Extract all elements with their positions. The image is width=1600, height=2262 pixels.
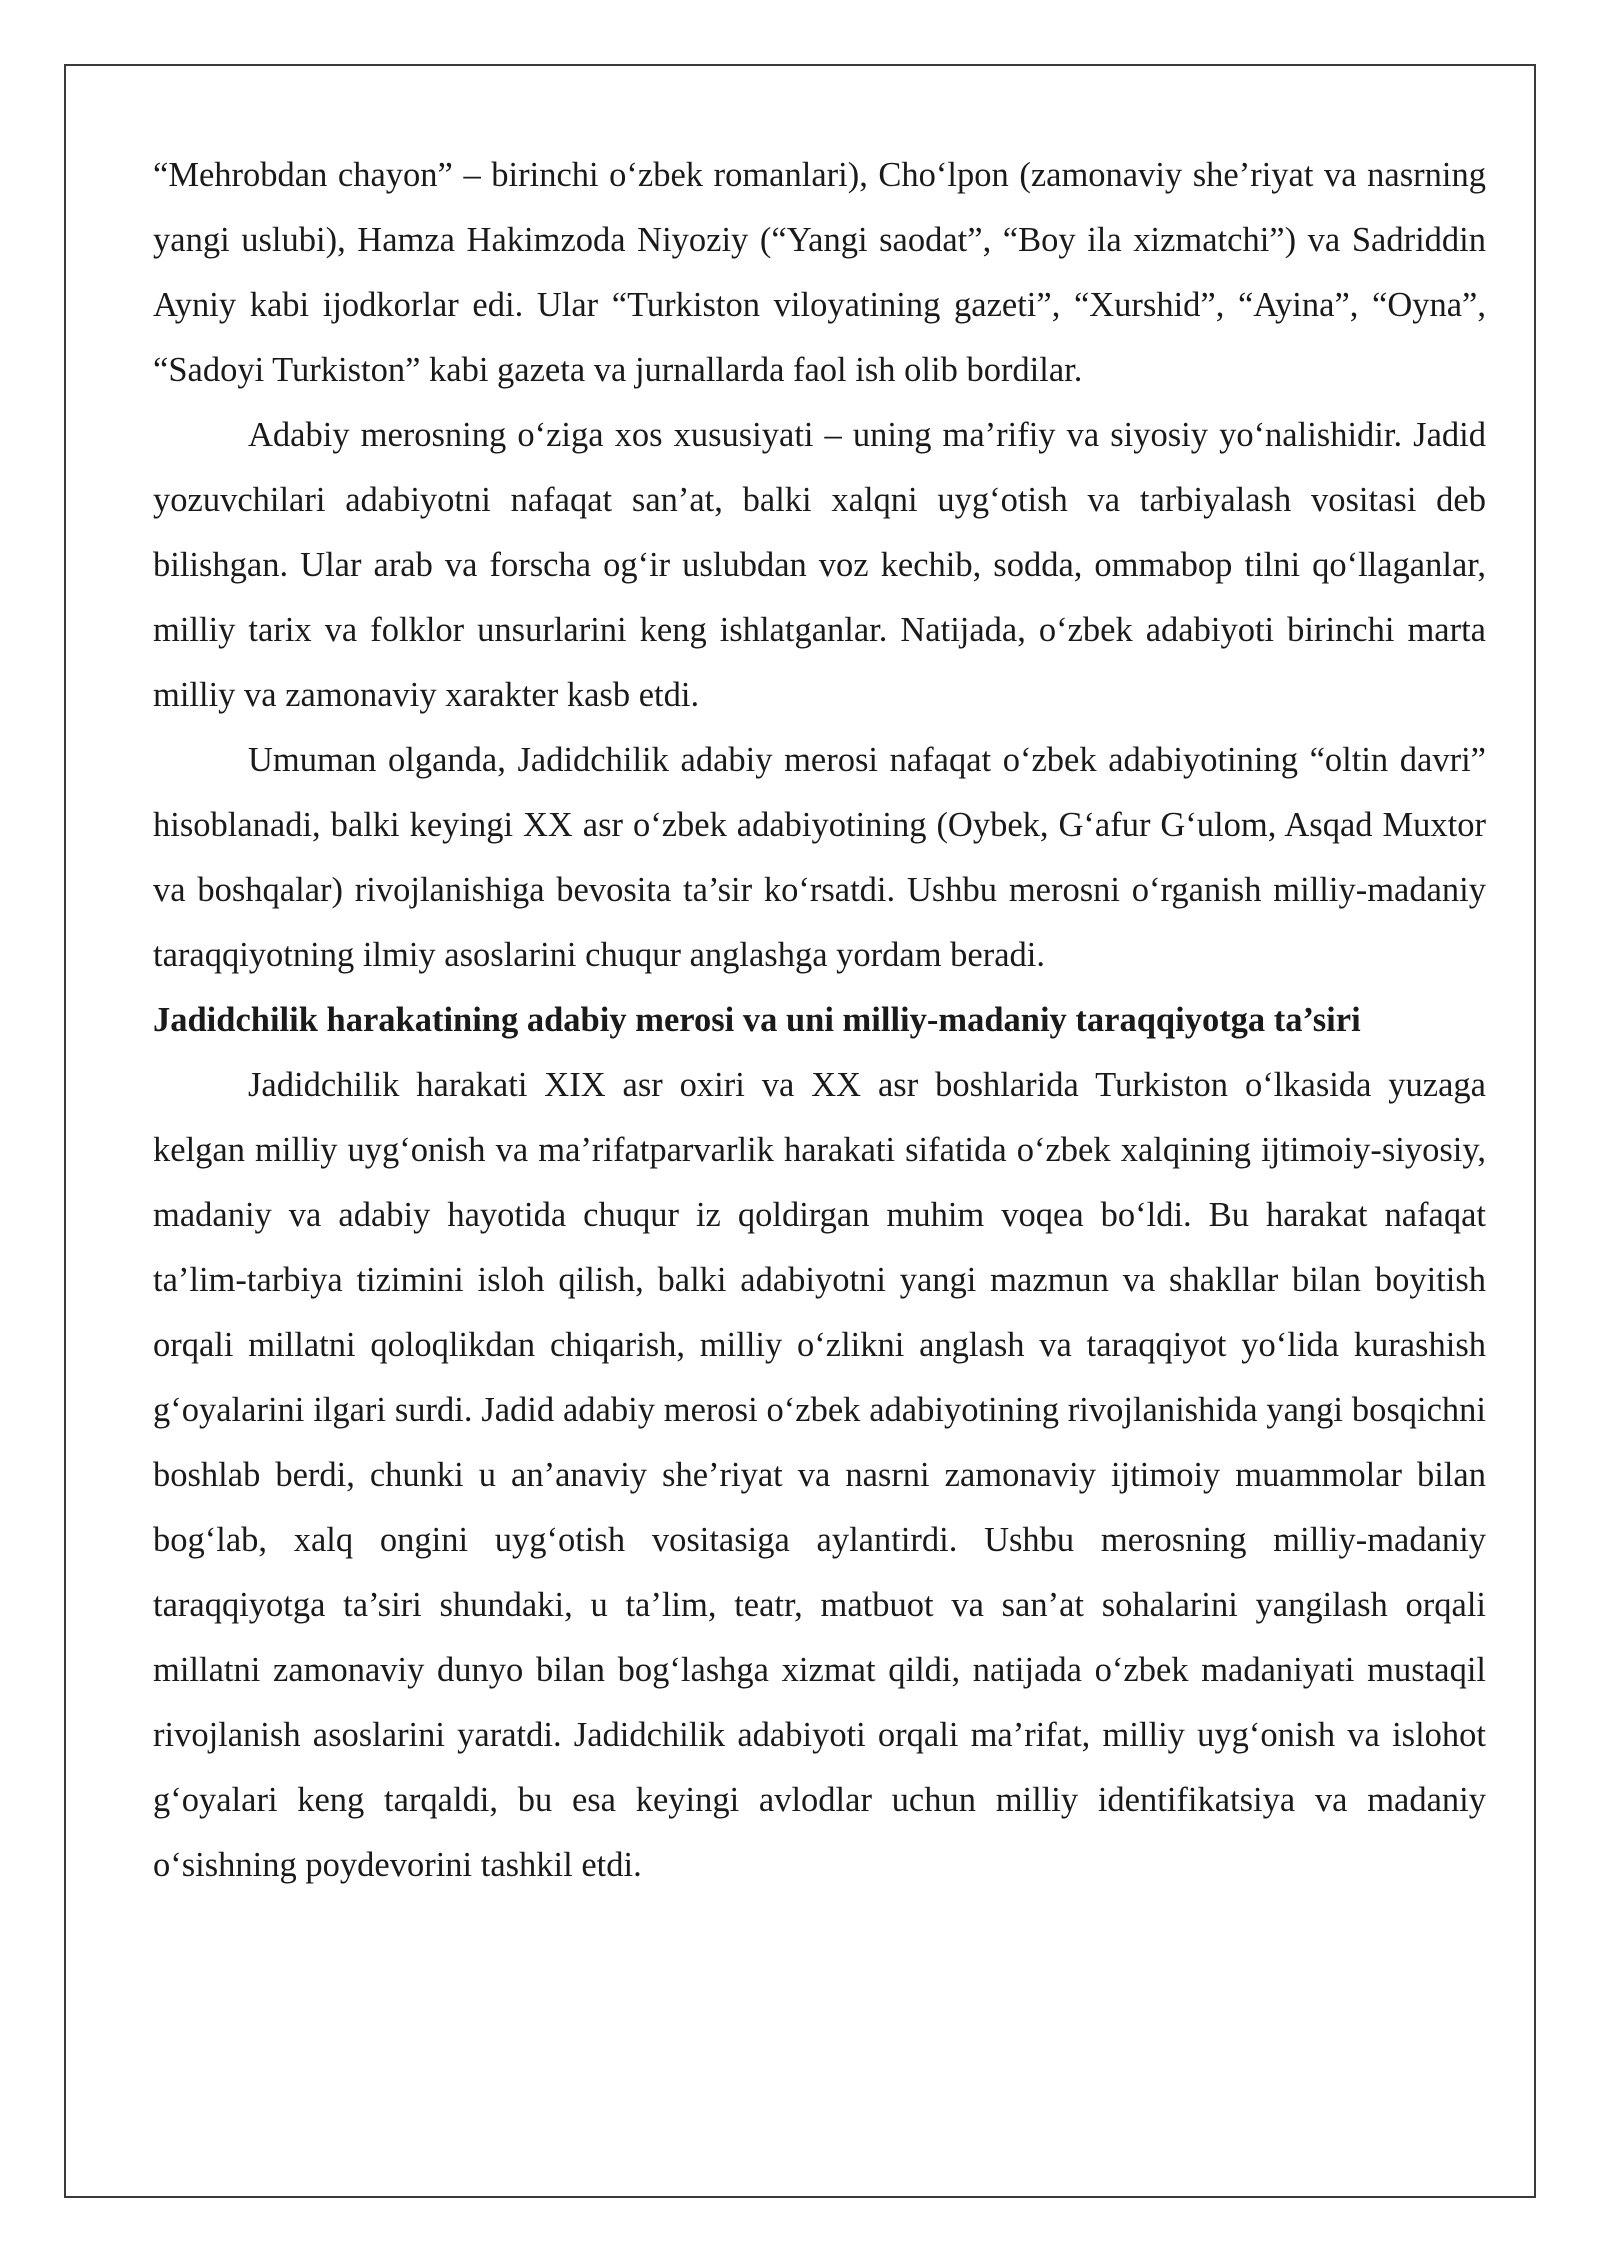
paragraph-3: Umuman olganda, Jadidchilik adabiy merosi nafaqat o‘zbek adabiyotining “oltin davri” hisoblanadi, balki keyingi XX asr o‘zbek adabiyotining (Oybek, G‘afur G‘ulom, Asqad Muxtor va boshqalar) rivojlanishiga bevosita ta’sir ko‘rsatdi. Ushbu merosni o‘rganish milliy-madaniy taraqqiyotning ilmiy asoslarini chuqur anglashga yordam beradi.: [153, 741, 1486, 974]
paragraph-4: Jadidchilik harakati XIX asr oxiri va XX asr boshlarida Turkiston o‘lkasida yuzaga kelgan milliy uyg‘onish va ma’rifatparvarlik harakati sifatida o‘zbek xalqining ijtimoiy-siyosiy, madaniy va adabiy hayotida chuqur iz qoldirgan muhim voqea bo‘ldi. Bu harakat nafaqat ta’lim-tarbiya tizimini isloh qilish, balki adabiyotni yangi mazmun va shakllar bilan boyitish orqali millatni qoloqlikdan chiqarish, milliy o‘zlikni anglash va taraqqiyot yo‘lida kurashish g‘oyalarini ilgari surdi. Jadid adabiy merosi o‘zbek adabiyotining rivojlanishida yangi bosqichni boshlab berdi, chunki u an’anaviy she’riyat va nasrni zamonaviy ijtimoiy muammolar bilan bog‘lab, xalq ongini uyg‘otish vositasiga aylantirdi. Ushbu merosning milliy-madaniy taraqqiyotga ta’siri shundaki, u ta’lim, teatr, matbuot va san’at sohalarini yangilash orqali millatni zamonaviy dunyo bilan bog‘lashga xizmat qildi, natijada o‘zbek madaniyati mustaqil rivojlanish asoslarini yaratdi. Jadidchilik adabiyoti orqali ma’rifat, milliy uyg‘onish va islohot g‘oyalari keng tarqaldi, bu esa keyingi avlodlar uchun milliy identifikatsiya va madaniy o‘sishning poydevorini tashkil etdi.: [153, 1066, 1486, 1884]
paragraph-2: Adabiy merosning o‘ziga xos xususiyati – uning ma’rifiy va siyosiy yo‘nalishidir. Jadid yozuvchilari adabiyotni nafaqat san’at, balki xalqni uyg‘otish va tarbiyalash vositasi deb bilishgan. Ular arab va forscha og‘ir uslubdan voz kechib, sodda, ommabop tilni qo‘llaganlar, milliy tarix va folklor unsurlarini keng ishlatganlar. Natijada, o‘zbek adabiyoti birinchi marta milliy va zamonaviy xarakter kasb etdi.: [153, 416, 1486, 714]
document-body: [153, 143, 1486, 1898]
paragraph-1: “Mehrobdan chayon” – birinchi o‘zbek romanlari), Cho‘lpon (zamonaviy she’riyat va nasrning yangi uslubi), Hamza Hakimzoda Niyoziy (“Yangi saodat”, “Boy ila xizmatchi”) va Sadriddin Ayniy kabi ijodkorlar edi. Ular “Turkiston viloyatining gazeti”, “Xurshid”, “Ayina”, “Oyna”, “Sadoyi Turkiston” kabi gazeta va jurnallarda faol ish olib bordilar.: [153, 156, 1486, 389]
section-heading: Jadidchilik harakatining adabiy merosi va uni milliy-madaniy taraqqiyotga ta’siri: [153, 1001, 1361, 1039]
